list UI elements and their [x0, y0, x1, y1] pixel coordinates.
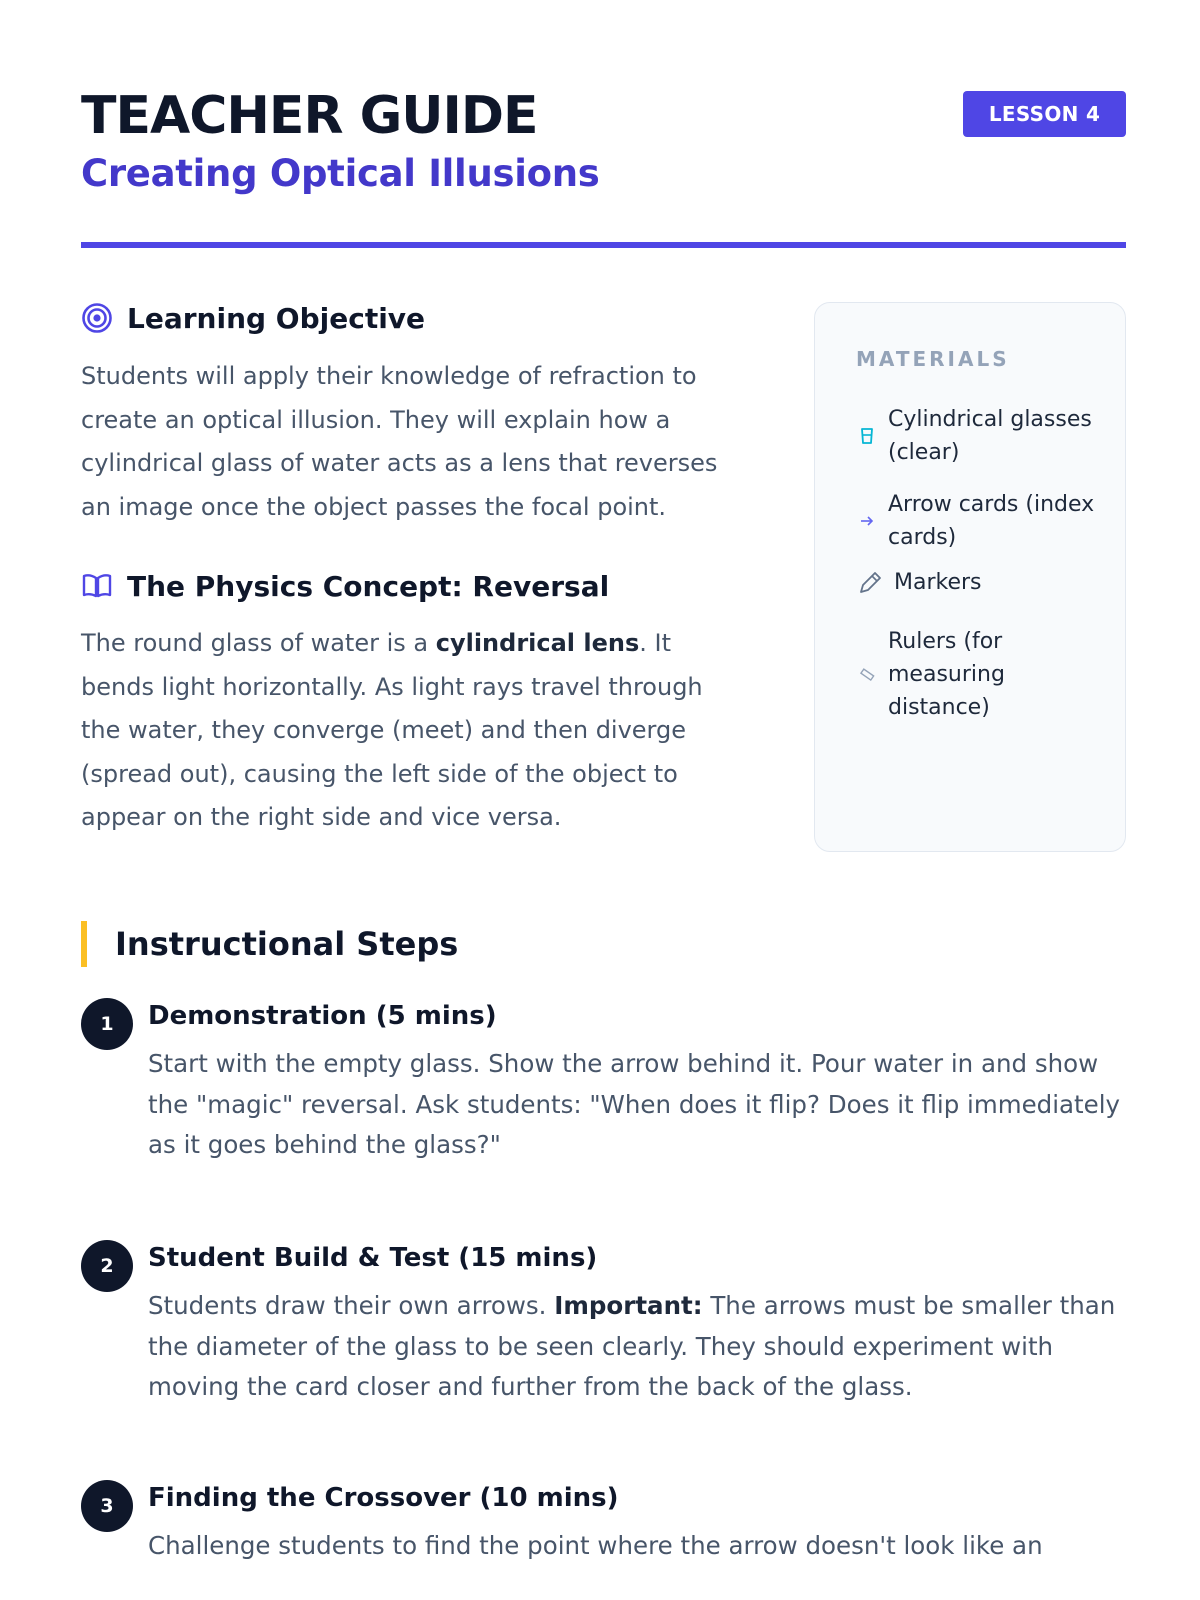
materials-item-label: Cylindrical glasses (clear) [888, 407, 1092, 465]
page-header [81, 86, 1126, 248]
step-number-badge: 1 [81, 998, 133, 1050]
materials-item [856, 488, 1096, 554]
glass-icon [856, 425, 878, 447]
open-book-icon [81, 570, 113, 602]
step-text [148, 1286, 1126, 1408]
steps-title: Instructional Steps [115, 925, 459, 963]
lesson-badge: LESSON 4 [963, 91, 1126, 137]
steps-accent-bar [81, 921, 87, 967]
objective-text: Students will apply their knowledge of refraction to create an optical illusion. They will explain how a cylindrical glass of water acts as a lens that reverses an image once the object passes the focal point. [81, 362, 718, 521]
step-text-part: Start with the empty glass. Show the arrow behind it. Pour water in and show the "magic" reversal. Ask students: "When does it flip? Does it flip immediately as it goes behind the glass?" [148, 1049, 1120, 1159]
concept-text [81, 622, 741, 840]
concept-title: The Physics Concept: Reversal [127, 569, 610, 603]
step-number-badge: 2 [81, 1240, 133, 1292]
materials-item-label: Arrow cards (index cards) [888, 492, 1095, 550]
step-title: Demonstration (5 mins) [148, 1001, 497, 1031]
concept-text-part: The round glass of water is a [81, 629, 436, 657]
step-text-emphasis: Important: [554, 1291, 703, 1320]
step-text-part: The arrows must be smaller than the diameter of the glass to be seen clearly. They should experiment with moving the card closer and further from the back of the glass. [148, 1291, 1116, 1401]
objective-title: Learning Objective [127, 301, 426, 335]
concept-heading [81, 566, 609, 606]
target-icon [81, 302, 113, 334]
teacher-guide-page [81, 0, 1126, 1600]
step-number-badge: 3 [81, 1480, 133, 1532]
materials-item-label: Markers [894, 570, 982, 595]
ruler-icon [856, 664, 878, 686]
steps-heading [81, 921, 681, 967]
page-title: TEACHER GUIDE [81, 86, 538, 146]
objective-heading [81, 298, 425, 338]
materials-item-label: Rulers (for measuring distance) [888, 629, 1005, 720]
header-divider [81, 242, 1126, 248]
concept-text-part: . It bends light horizontally. As light rays travel through the water, they converge (meet) and then diverge (spread out), causing the left side of the object to appear on the right side and vice versa. [81, 629, 703, 831]
materials-title: MATERIALS [856, 347, 1010, 371]
step-text [148, 1526, 1126, 1567]
step-title: Student Build & Test (15 mins) [148, 1243, 598, 1273]
step-text-part: Challenge students to find the point where the arrow doesn't look like an [148, 1531, 1043, 1560]
materials-item [856, 566, 1096, 599]
materials-item [856, 403, 1096, 469]
arrow-right-icon [856, 510, 878, 532]
materials-card [814, 302, 1126, 852]
step-text-part: Students draw their own arrows. [148, 1291, 555, 1320]
page-subtitle: Creating Optical Illusions [81, 152, 600, 195]
materials-item [856, 625, 1096, 724]
concept-text-emphasis: cylindrical lens [435, 629, 640, 657]
step-text [148, 1044, 1126, 1166]
step-title: Finding the Crossover (10 mins) [148, 1483, 619, 1513]
pencil-icon [856, 572, 884, 594]
